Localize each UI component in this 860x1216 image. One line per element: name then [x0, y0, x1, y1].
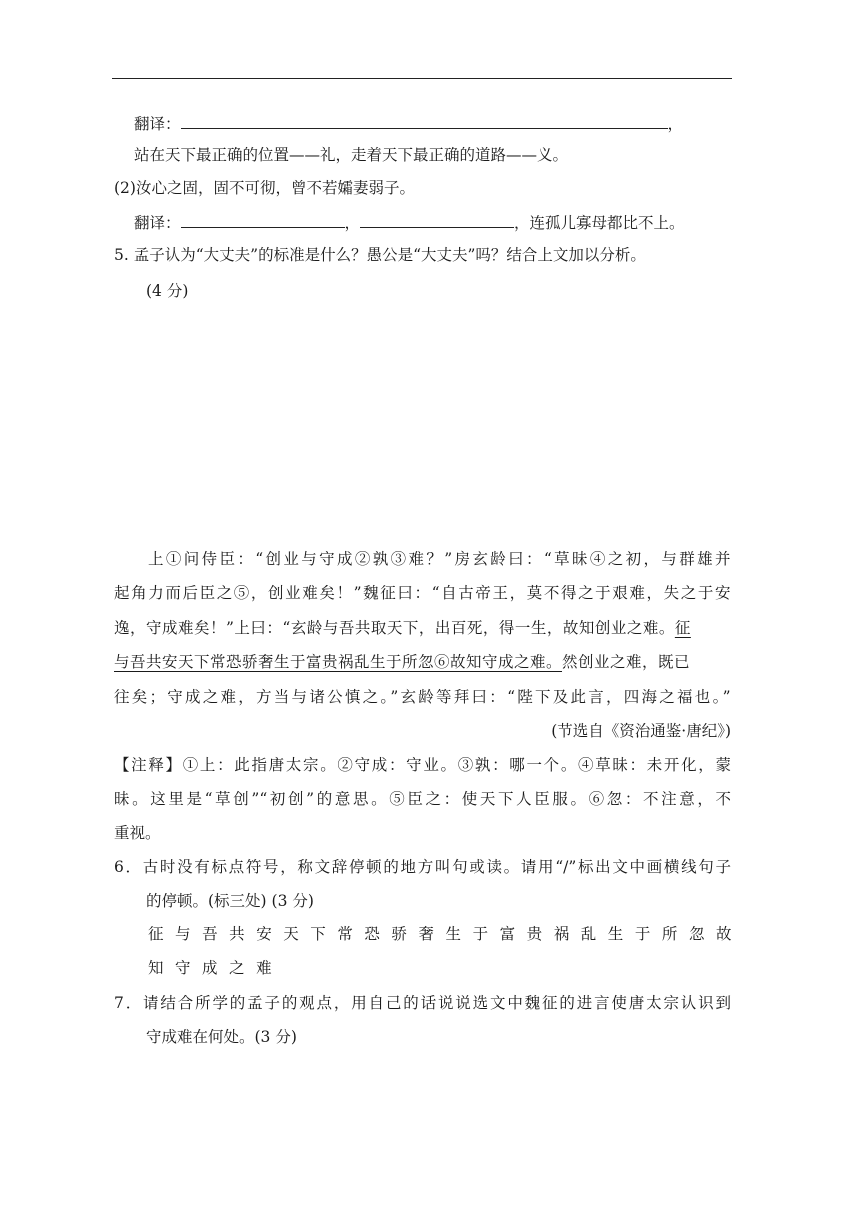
marking-char[interactable]: 富: [499, 925, 516, 943]
passage-line-4: [114, 651, 731, 673]
marking-char[interactable]: 骄: [391, 925, 408, 943]
underlined-text: 征: [674, 619, 691, 637]
marking-char[interactable]: 生: [445, 925, 462, 943]
marking-chars-line-2: [148, 957, 272, 979]
marking-char[interactable]: 守: [175, 959, 192, 977]
marking-char[interactable]: 贵: [526, 925, 543, 943]
translation-end: ，连孤儿寡母都比不上。: [514, 214, 685, 232]
marking-char[interactable]: 于: [634, 925, 651, 943]
question-7-line-2: 守成难在何处。(3 分): [146, 1028, 297, 1046]
marking-char[interactable]: 故: [715, 925, 732, 943]
comma: ，: [344, 214, 361, 232]
translation-label: 翻译：: [134, 115, 181, 133]
comma: ，: [667, 115, 684, 133]
marking-char[interactable]: 乱: [580, 925, 597, 943]
marking-char[interactable]: 祸: [553, 925, 570, 943]
notes-line-1: 【注释】①上：此指唐太宗。②守成：守业。③孰：哪一个。④草昧：未开化，蒙: [114, 756, 731, 774]
marking-char[interactable]: 奢: [418, 925, 435, 943]
passage-line-3: [114, 617, 731, 639]
translation-line-1: [134, 112, 683, 135]
translation-text: 站在天下最正确的位置——礼，走着天下最正确的道路——义。: [134, 146, 569, 164]
marking-char[interactable]: 恐: [364, 925, 381, 943]
marking-char[interactable]: 成: [202, 959, 219, 977]
answer-blank[interactable]: [360, 211, 514, 228]
question-item-2: (2)汝心之固，固不可彻，曾不若孀妻弱子。: [114, 179, 415, 197]
marking-char[interactable]: 知: [148, 959, 165, 977]
underlined-text: 与吾共安天下常恐骄奢生于富贵祸乱生于所忽⑥故知守成之难。: [114, 653, 563, 671]
marking-char[interactable]: 生: [607, 925, 624, 943]
passage-line-5: 往矣；守成之难，方当与诸公慎之。”玄龄等拜曰：“陛下及此言，四海之福也。”: [114, 688, 731, 706]
marking-char[interactable]: 共: [229, 925, 246, 943]
passage-line-2: 起角力而后臣之⑤，创业难矣！”魏征曰：“自古帝王，莫不得之于艰难，失之于安: [114, 584, 731, 602]
marking-char[interactable]: 之: [229, 959, 246, 977]
marking-char[interactable]: 常: [337, 925, 354, 943]
question-7-line-1: 7．请结合所学的孟子的观点，用自己的话说说选文中魏征的进言使唐太宗认识到: [114, 994, 731, 1012]
marking-char[interactable]: 天: [283, 925, 300, 943]
marking-char[interactable]: 难: [256, 959, 273, 977]
passage-text: 逸，守成难矣！”上曰：“玄龄与吾共取天下，出百死，得一生，故知创业之难。: [114, 619, 675, 637]
question-6-line-2: 的停顿。(标三处) (3 分): [146, 892, 314, 910]
marking-char[interactable]: 与: [175, 925, 192, 943]
question-5-score: (4 分): [146, 282, 189, 300]
marking-char[interactable]: 忽: [688, 925, 705, 943]
passage-source: (节选自《资治通鉴·唐纪》): [551, 722, 731, 740]
translation-label: 翻译：: [134, 214, 181, 232]
marking-char[interactable]: 所: [661, 925, 678, 943]
header-rule: [112, 78, 732, 79]
marking-char[interactable]: 吾: [202, 925, 219, 943]
marking-char[interactable]: 安: [256, 925, 273, 943]
notes-line-3: 重视。: [114, 824, 161, 842]
translation-line-2: [134, 211, 685, 234]
question-5: 5. 孟子认为“大丈夫”的标准是什么？愚公是“大丈夫”吗？结合上文加以分析。: [114, 246, 646, 264]
marking-char[interactable]: 下: [310, 925, 327, 943]
passage-text: 然创业之难，既已: [562, 653, 691, 671]
passage-line-1: 上①问侍臣：“创业与守成②孰③难？”房玄龄曰：“草昧④之初，与群雄并: [148, 550, 731, 568]
marking-char[interactable]: 于: [472, 925, 489, 943]
marking-char[interactable]: 征: [148, 925, 165, 943]
question-6-line-1: 6．古时没有标点符号，称文辞停顿的地方叫句或读。请用“/”标出文中画横线句子: [114, 858, 731, 876]
notes-line-2: 昧。这里是“草创”“初创”的意思。⑤臣之：使天下人臣服。⑥忽：不注意，不: [114, 790, 731, 808]
marking-chars-line-1: [148, 923, 732, 945]
answer-blank[interactable]: [181, 112, 668, 129]
answer-blank[interactable]: [181, 211, 345, 228]
